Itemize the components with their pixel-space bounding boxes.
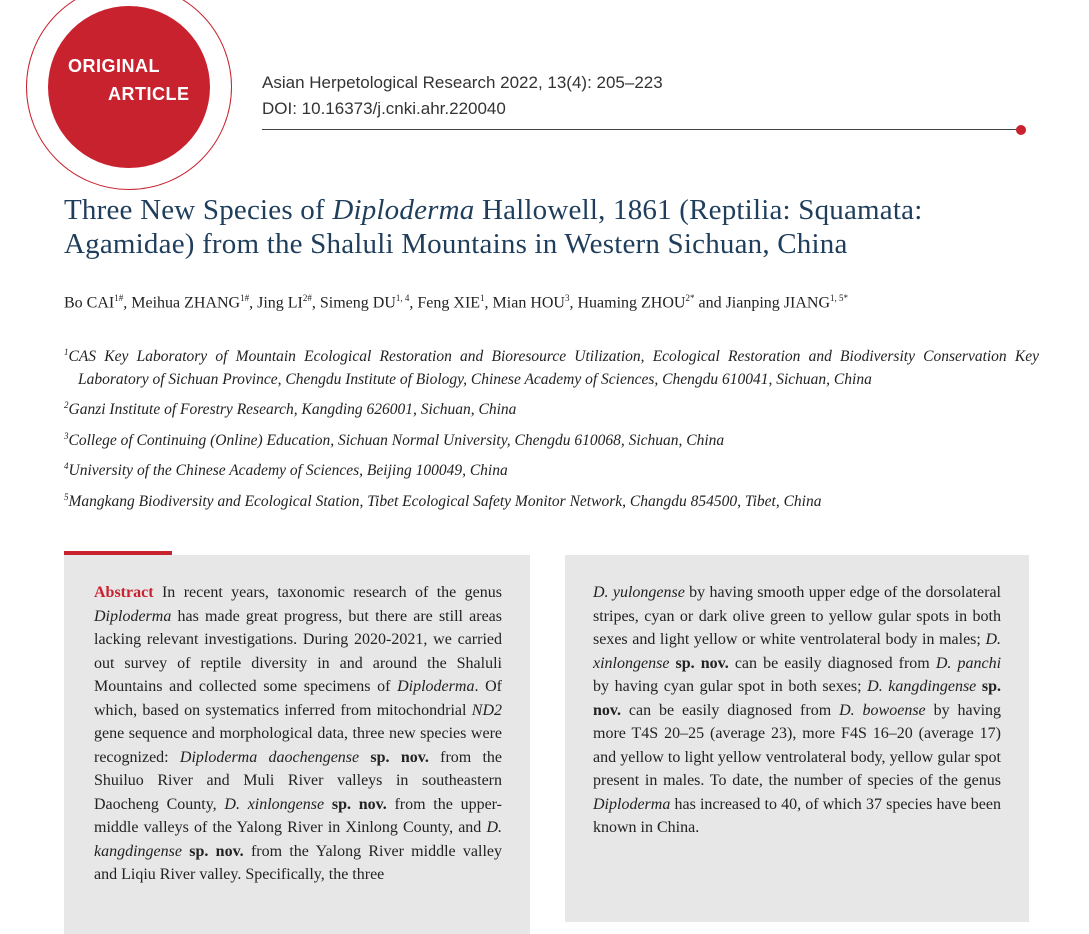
affiliation-list — [64, 341, 1039, 517]
abstract-segment: gene sequence and morphological data, three new species were recognized: — [94, 725, 502, 766]
affiliation-text: College of Continuing (Online) Education, Sichuan Normal University, Chengdu 610068, Sichuan, China — [68, 431, 725, 449]
title-genus: Diploderma — [332, 194, 475, 226]
author-affiliation-mark: 1, 4 — [395, 293, 410, 303]
author-affiliation-mark: 2* — [685, 293, 695, 303]
abstract-segment: Diploderma — [397, 678, 475, 695]
abstract-text-2 — [593, 581, 1001, 840]
author-affiliation-mark: 1# — [114, 293, 124, 303]
abstract-segment: D. xinlongense — [224, 795, 325, 813]
abstract-segment: D. kangdingense — [94, 819, 502, 860]
abstract-segment: D. panchi — [935, 654, 1002, 672]
abstract-segment: D. xinlongense — [593, 631, 1001, 672]
author-affiliation-mark: 1, 5* — [830, 293, 849, 303]
abstract-segment: . Of which, based on systematics inferred from mitochondrial — [94, 678, 502, 719]
author-separator: , — [123, 294, 132, 312]
author-name: Feng XIE — [417, 294, 481, 312]
author-separator: , — [409, 294, 418, 312]
affiliation-item — [64, 394, 1039, 422]
abstract-segment: from the upper-middle valleys of the Yalong River in Xinlong County, and — [94, 795, 503, 836]
author-separator: , — [249, 294, 258, 312]
author-name: Bo CAI — [64, 294, 115, 312]
abstract-segment: sp. nov. — [189, 842, 244, 860]
affiliation-text: Mangkang Biodiversity and Ecological Station, Tibet Ecological Safety Monitor Network, Changdu 854500, Tibet, China — [68, 493, 822, 511]
abstract-segment — [324, 796, 332, 813]
abstract-segment: D. kangdingense — [867, 678, 977, 695]
abstract-segment: from the Shuiluo River and Muli River valleys in southeastern Daocheng County, — [94, 748, 503, 813]
abstract-segment: In recent years, taxonomic research of the genus — [153, 584, 502, 601]
journal-info — [262, 70, 663, 122]
badge-line-2: ARTICLE — [108, 84, 190, 104]
title-part-1: Three New Species of — [64, 194, 333, 226]
author-name: Jing LI — [257, 294, 303, 312]
abstract-segment: can be easily diagnosed from — [728, 654, 936, 672]
author-separator: , — [484, 294, 493, 312]
abstract-column-2 — [565, 555, 1029, 922]
title-part-2: Hallowell, 1861 (Reptilia: Squamata: Agamidae) from the Shaluli Mountains in Western Sichuan, China — [64, 194, 923, 260]
abstract-segment: D. yulongense — [593, 584, 685, 601]
abstract-segment: Diploderma — [94, 607, 172, 625]
author-separator: and — [694, 294, 726, 312]
abstract-column-1 — [64, 555, 530, 934]
affiliation-number: 5 — [64, 492, 69, 503]
abstract-segment: D. bowoense — [839, 701, 926, 719]
author-affiliation-mark: 3 — [564, 293, 570, 303]
abstract-segment: sp. nov. — [675, 654, 729, 672]
journal-doi: DOI: 10.16373/j.cnki.ahr.220040 — [262, 99, 506, 118]
header-rule — [262, 129, 1020, 130]
abstract-segment: by having smooth upper edge of the dorsolateral stripes, cyan or dark olive green to yellow gular spots in both sexes and light yellow or white ventrolateral body in males; — [593, 584, 1001, 648]
author-separator: , — [569, 294, 578, 312]
author-affiliation-mark: 2# — [302, 293, 312, 303]
affiliation-item — [64, 425, 1039, 453]
author-separator: , — [311, 294, 320, 312]
author-name: Huaming ZHOU — [577, 294, 686, 312]
abstract-label: Abstract — [94, 584, 154, 601]
badge-line-1: ORIGINAL — [68, 56, 160, 76]
article-title — [64, 193, 1044, 261]
abstract-segment: ND2 — [471, 701, 502, 719]
abstract-segment: by having more T4S 20–25 (average 23), more F4S 16–20 (average 17) and yellow to light yellow ventrolateral body, yellow gular spot present in males. To date, the number of species of the genus — [593, 701, 1002, 789]
author-name: Mian HOU — [492, 294, 565, 312]
author-affiliation-mark: 1# — [240, 293, 250, 303]
affiliation-number: 4 — [64, 461, 69, 472]
abstract-segment: can be easily diagnosed from — [621, 701, 840, 719]
affiliation-number: 2 — [64, 400, 69, 411]
affiliation-number: 3 — [64, 430, 69, 441]
abstract-segment: by having cyan gular spot in both sexes; — [593, 678, 868, 695]
abstract-segment: sp. nov. — [593, 678, 1002, 719]
abstract-text-1 — [94, 581, 502, 887]
journal-citation: Asian Herpetological Research 2022, 13(4): 205–223 — [262, 73, 663, 92]
affiliation-item — [64, 486, 1039, 514]
author-name: Meihua ZHANG — [131, 294, 241, 312]
abstract-segment: has increased to 40, of which 37 species have been known in China. — [593, 795, 1001, 836]
affiliation-text: CAS Key Laboratory of Mountain Ecological Restoration and Bioresource Utilization, Ecological Restoration and Biodiversity Conservation Key Laboratory of Sichuan Province, Chengdu Institute of Biology, Chinese Academy of Sciences, Chengdu 610041, Sichuan, China — [68, 348, 1039, 388]
affiliation-item — [64, 341, 1039, 391]
affiliation-number: 1 — [64, 347, 69, 357]
abstract-segment: sp. nov. — [331, 795, 387, 813]
abstract-segment: Diploderma daochengense — [179, 748, 360, 766]
author-name: Jianping JIANG — [725, 294, 831, 312]
abstract-segment — [359, 749, 370, 766]
affiliation-text: University of the Chinese Academy of Sciences, Beijing 100049, China — [68, 462, 508, 480]
affiliation-text: Ganzi Institute of Forestry Research, Kangding 626001, Sichuan, China — [68, 401, 517, 419]
author-name: Simeng DU — [319, 294, 396, 312]
abstract-segment: Diploderma — [593, 795, 671, 813]
author-list — [64, 293, 1044, 312]
abstract-segment: sp. nov. — [370, 748, 429, 766]
abstract-segment: has made great progress, but there are still areas lacking relevant investigations. During 2020-2021, we carried out survey of reptile diversity in and around the Shaluli Mountains and collected some specimens of — [94, 607, 502, 695]
header-rule-dot — [1016, 125, 1026, 135]
abstract-segment: from the Yalong River middle valley and Liqiu River valley. Specifically, the three — [94, 842, 502, 883]
article-type-badge — [48, 6, 210, 168]
affiliation-item — [64, 455, 1039, 483]
author-affiliation-mark: 1 — [480, 293, 485, 303]
